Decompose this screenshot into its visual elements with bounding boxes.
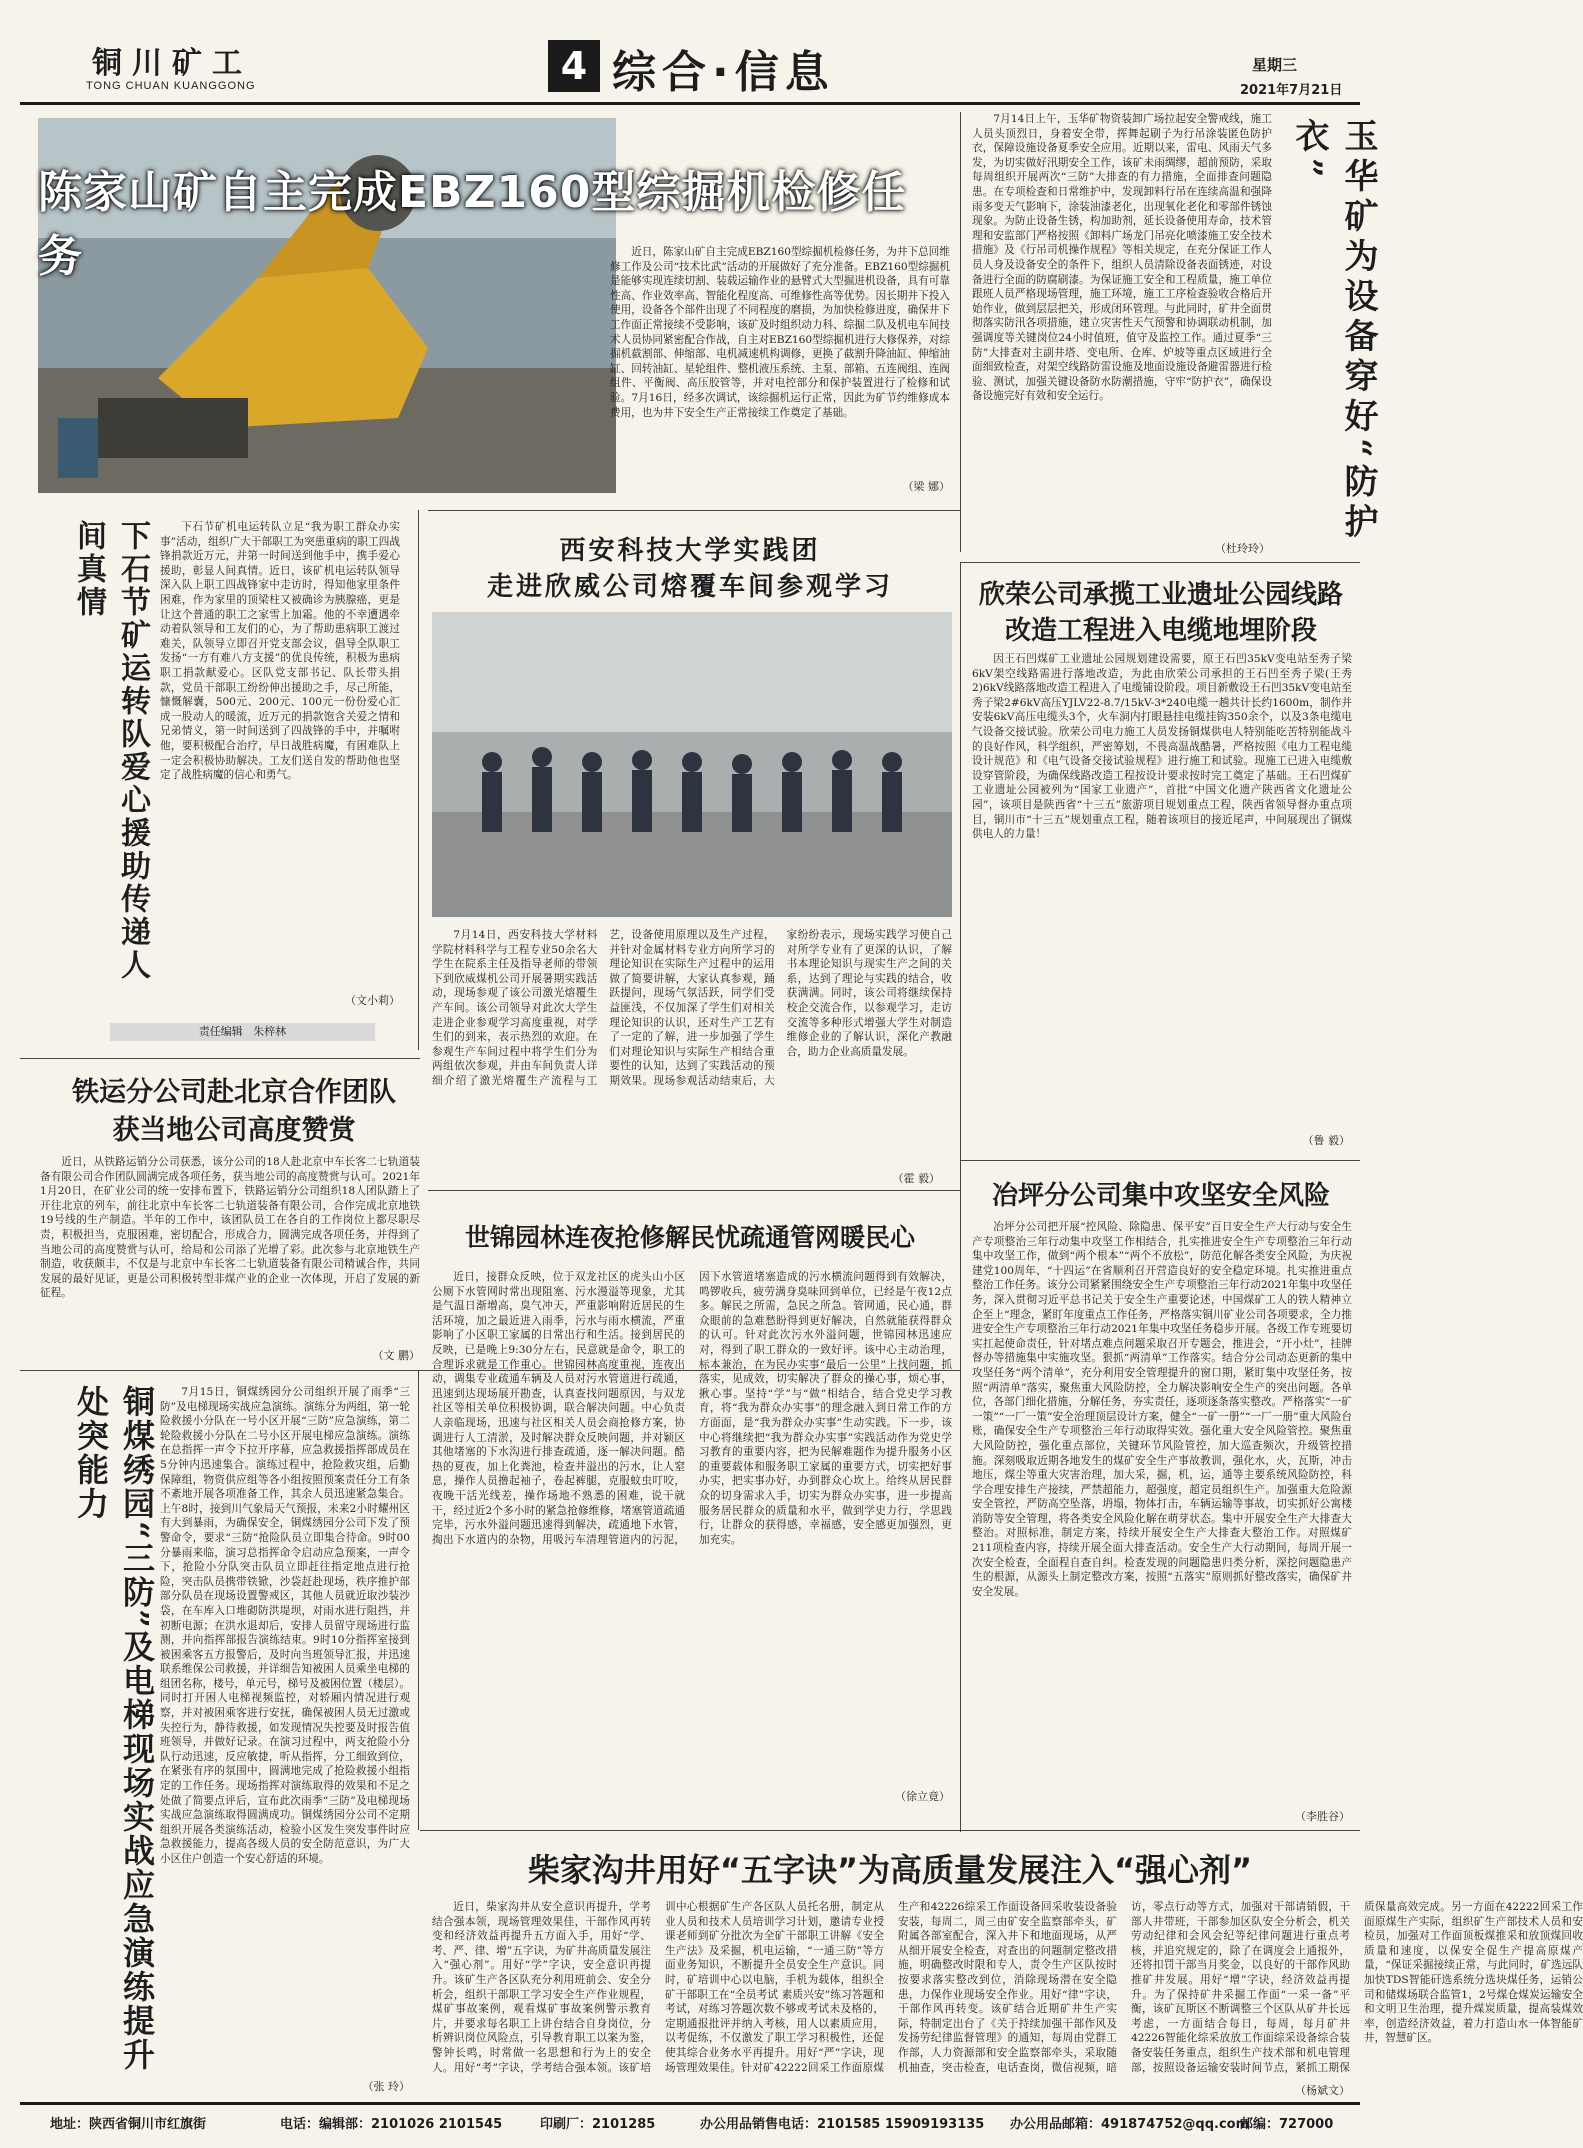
footer: [20, 2102, 1360, 2137]
article5-body: 因王石凹煤矿工业遗址公园规划建设需要，原王石凹35kV变电站至秀子梁6kV架空线路需进行落地改造，为此由欣荣公司承担的王石凹至秀子梁(王秀2)6kV线路落地改造工程进入了电缆铺设阶段。项目新敷设王石凹35kV变电站至秀子梁2#6kV高压YJLV22-8.7/15kV-3*240电缆一趟共计长约1600m，制作并安装6kV高压电缆头3个，火车洞内打眼悬挂电缆挂钩350余个，以及3条电缆电气设备交接试验。欣荣公司电力施工人员发扬铜煤供电人特别能吃苦特别能战斗的良好作风，科学组织，严密筹划，不畏高温战酷暑，严格按照《电力工程电缆设计规范》和《电气设备交接试验规程》进行施工和试验。现施工已进入电缆敷设穿管阶段，为确保线路改造工程按设计要求按时完工奠定了基础。王石凹煤矿工业遗址公园被列为“国家工业遗产”，首批“中国文化遗产陕西省文化遗址公园”，该项目是陕西省“十三五”旅游项目规划重点工程，陕西省领导督办重点项目，铜川市“十三五”规划重点工程，随着该项目的接近尾声，中间展现出了铜煤供电人的力量！: [972, 653, 1352, 841]
article9-byline: （张 玲）: [362, 2080, 410, 2093]
row-rule: [20, 1058, 420, 1059]
editor-credit: [110, 1023, 375, 1041]
article10-title: 柴家沟井用好“五字诀”为高质量发展注入“强心剂”: [527, 1851, 1253, 1889]
article4-title: 玉华矿为设备穿好“防护衣”: [1289, 118, 1378, 544]
article6-title-line2: 获当地公司高度赞赏: [112, 1115, 356, 1146]
editor-label: 责任编辑: [198, 1025, 243, 1038]
article9-title: 铜煤绣园“三防”及电梯现场实战应急演练提升处突能力: [72, 1385, 156, 2072]
article5-byline: （鲁 毅）: [1302, 1134, 1350, 1147]
article8-byline: （李胜谷）: [1295, 1810, 1350, 1823]
footer-postcode: 邮编：727000: [1240, 2117, 1334, 2132]
article10-byline: （杨斌文）: [1295, 2084, 1350, 2097]
article2-body: 下石节矿机电运转队立足“我为职工群众办实事”活动，组织广大干部职工为突患重病的职工四战锋捐款近万元，并第一时间送到他手中，携手爱心援助，彰显人间真情。近日，该矿机电运转队领导深入队上职工四战锋家中走访时，得知他家里条件困难，作为家里的顶梁柱又被确诊为胰腺癌，更是让这个普通的职工之家雪上加霜。他的不幸遭遇牵动着队领导和工友们的心，为了帮助患病职工渡过难关，队领导立即召开党支部会议，倡导全队职工发扬“一方有难八方支援”的优良传统，积极为患病职工捐款献爱心。区队党支部书记、队长带头捐款，党员干部职工纷纷伸出援助之手，尽己所能，慷慨解囊，500元、200元、100元一份份爱心汇成一股动人的暖流，近万元的捐款饱含关爱之情和兄弟情义，第一时间送到了四战锋的手中，并嘱咐他，要积极配合治疗，早日战胜病魔，有困难队上一定会积极协助解决。工友们送自发的帮助他也坚定了战胜病魔的信心和勇气。: [160, 521, 400, 782]
article3-title-line1: 西安科技大学实践团: [559, 536, 821, 566]
article8-title: 冶坪分公司集中攻坚安全风险: [991, 1181, 1330, 1211]
article1-body: 近日，陈家山矿自主完成EBZ160型综掘机检修任务，为井下总回维修工作及公司“技术比武”活动的开展做好了充分准备。EBZ160型综掘机是能够实现连续切割、装载运输作业的悬臂式大型掘进机设备，具有可靠性高、作业效率高、智能化程度高、可维修性高等优势。因长期井下投入使用，设备各个部件出现了不同程度的磨损，为加快检修进度，确保井下工作面正常接续不受影响，该矿及时组织动力科、综掘二队及机电车间技术人员协同紧密配合作战，自主对EBZ160型综掘机进行大修保养，对综掘机截割部、伸缩部、电机减速机构调修，更换了截割升降油缸、伸缩油缸、回转油缸、星轮组件、整机液压系统、主泵、部箱、五连阀组、连阀组件、平衡阀、高压胶管等，并对电控部分和保护装置进行了检修和试验。7月16日，经多次调试，该综掘机运行正常，因此为矿节约维修成本费用，也为井下安全生产正常接续工作奠定了基础。: [610, 246, 950, 419]
article6-title-line1: 铁运分公司赴北京合作团队: [72, 1077, 396, 1108]
section-title: 综合·信息: [612, 47, 835, 98]
column-divider: [960, 562, 961, 1832]
issue-date: 2021年7月21日: [1240, 83, 1343, 98]
column-divider: [960, 112, 961, 552]
article5-title-line2: 改造工程进入电缆地埋阶段: [1004, 616, 1317, 646]
row-rule: [428, 1190, 960, 1191]
row-rule: [960, 562, 1360, 563]
article7-title: 世锦园林连夜抢修解民忧疏通管网暖民心: [464, 1223, 915, 1252]
masthead-subtitle: TONG CHUAN KUANGGONG: [86, 80, 256, 92]
article6-body: 近日，从铁路运销分公司获悉，该分公司的18人赴北京中车长客二七轨道装备有限公司合作团队圆满完成各项任务，获当地公司的高度赞赏与认可。2021年1月20日，在矿业公司的统一安排布置下，铁路运销分公司组织18人团队踏上了开往北京的列车，前往北京中车长客二七轨道装备有限公司，合作完成北京地铁19号线的生产制造。半年的工作中，该团队员工在各自的工作岗位上都尽职尽责，积极担当，克服困难，密切配合，形成合力，圆满完成各项任务，并得到了当地公司的高度赞赏与认可，给局和公司添了光增了彩。此次参与北京地铁生产制造，收获颇丰，不仅是与北京中车长客二七轨道装备有限公司精诚合作，共同发展的最好见证，更是公司积极转型非煤产业的企业一次体现，开启了发展的新征程。: [40, 1156, 420, 1300]
masthead-logo: 铜川矿工: [92, 46, 252, 81]
article3-body: 7月14日，西安科技大学材料学院材料科学与工程专业50余名大学生在院系主任及指导老师的带领下到欣威煤机公司开展暑期实践活动，现场参观了该公司激光熔覆生产车间。该公司领导对此次大学生走进企业参观学习高度重视，对学生们的到来，表示热烈的欢迎。在参观生产车间过程中将学生们分为两组依次参观，并由车间负责人详细介绍了激光熔覆生产流程与工艺，设备使用原理以及生产过程，并针对金属材料专业方向所学习的理论知识在实际生产过程中的运用做了简要讲解，大家认真参观，踊跃提问，现场气氛活跃，同学们受益匪浅，不仅加深了学生们对相关理论知识的认识，还对生产工艺有了一定的了解，进一步加强了学生们对理论知识与实际生产相结合重要性的认知，达到了实践活动的预期效果。现场参观活动结束后，大家纷纷表示，现场实践学习使自己对所学专业有了更深的认识，了解书本理论知识与现实生产之间的关系，达到了理论与实践的结合，收获满满。同时，该公司将继续保持校企交流合作，以参观学习，走访交流等多种形式增强大学生对制造维修企业的了解认识，深化产教融合，助力企业高质量发展。: [432, 929, 952, 1087]
weekday: 星期三: [1252, 56, 1298, 74]
article4-body: 7月14日上午，玉华矿物资装卸广场拉起安全警戒线，施工人员头顶烈日，身着安全带，挥舞起刷子为行吊涂装匿色防护衣，保障设施设备夏季安全应用。近期以来，雷电、风雨天气多发，为切实做好汛期安全工作，该矿未雨绸缪，超前预防，采取每周组织开展两次“三防”大排查的有力措施，全面排查问题隐患。在专项检查和日常维护中，发现卸料行吊在连续高温和强降雨多变天气影响下，涂装油漆老化，出现氧化老化和零部件锈蚀现象。为防止设备生锈，构加助剂，延长设备使用寿命，技术管理和安监部门严格按照《卸料广场龙门吊亮化喷漆施工安全技术措施》及《行吊司机操作规程》等相关规定，在充分保证工作人员人身及设备安全的条件下，组织人员清除设备表面锈迹，对设备进行全面的防腐刷漆。为保证施工安全和工程质量，施工单位跟班人员严格现场管理，施工环境，施工工序检查验收合格后开始作业，做到层层把关，形成闭环管理。与此同时，矿井全面贯彻落实防汛各项措施，建立灾害性天气预警和协调联动机制，加强调度等关键岗位24小时值班，值守及监控工作。通过夏季“三防”大排查对主副井塔、变电所、仓库、炉坡等重点区域进行全面细致检查，对架空线路防雷设施及地面设施设备避雷器进行检验、测试，加强关键设备防水防潮措施，守牢“防护衣”，确保设备设施完好有效和安全运行。: [972, 113, 1272, 403]
article5-title-line1: 欣荣公司承揽工业遗址公园线路: [978, 580, 1343, 610]
article2-title: 下石节矿运转队爱心援助传递人间真情: [71, 520, 150, 982]
footer-email: 办公用品邮箱：491874752@qq.com: [1010, 2117, 1250, 2132]
editor-name: 朱梓林: [253, 1025, 287, 1038]
article7-body: 近日，接群众反映，位于双龙社区的虎头山小区公厕下水管网时常出现阻塞、污水漫溢等现象，尤其是气温日渐增高，臭气冲天，严重影响附近居民的生活环境，加之最近进入雨季，污水与雨水横流，严重影响了小区职工家属的日常出行和生活。接到居民的反映，已是晚上9:30分左右，民意就是命令，职工的合理诉求就是工作重心。世锦园林高度重视，连夜出动，调集专业疏通车辆及人员对污水管道进行疏通，迅速到达现场展开勘查，认真查找问题原因，与双龙社区等相关单位积极协调，联合解决问题。中心负责人亲临现场，迅速与社区相关人员会商抢修方案，协调进行人工清淤，及时解决群众反映问题，并对颖区其他堵塞的下水沟进行排查疏通，逐一解决问题。酷热的夏夜，加上化粪池，检查井溢出的污水，让人窒息，操作人员撸起袖子，卷起裤腿，克服蚊虫叮咬，夜晚干活光线差，操作场地不熟悉的困难，说干就干，经过近2个多小时的紧急抢修维修，堵塞管道疏通完毕，污水外溢问题迅速得到解决，疏通地下水管，掏出下水道内的杂物，用吸污车清理管道内的污泥，因下水管道堵塞造成的污水横流问题得到有效解决，鸣锣收兵，疲劳满身臭味回到单位，已经是午夜12点多。解民之所需，急民之所急。管网通，民心通，群众眼前的急难愁盼得到更好解决，自然就能获得群众的认可。针对此次污水外溢问题，世锦园林迅速应对，得到了职工群众的一致好评。该中心主动治理，标本兼治，在为民办实事“最后一公里”上找问题，抓落实，见成效，切实解决了群众的操心事，烦心事，揪心事。坚持“学”与“做”相结合，结合党史学习教育，将“我为群众办实事”的理念融入到日常工作的方方面面，是“我为群众办实事”生动实践。下一步，该中心将继续把“我为群众办实事”实践活动作为党史学习教育的重要内容，把为民解难题作为提升服务小区的重要载体和服务职工家属的重要方式，切实把好事办实，把实事办好，办到群众心坎上。给终从居民群众的切身需求入手，切实为群众办实事，进一步提高服务居民群众的质量和水平，做到学史力行，学思践行，让群众的获得感，幸福感，安全感更加强烈，更加充实。: [432, 1271, 952, 1546]
column-divider: [418, 510, 419, 1050]
column-divider: [418, 1370, 419, 1830]
article10-body: 近日，柴家沟井从安全意识再提升，学考结合强本领，现场管理效果佳，干部作风再转变和经济效益再提升五方面入手，用好“学、考、严、律、增”五字诀，为矿井高质量发展注入“强心剂”。用好“学”字诀，安全意识再提升。该矿生产各区队充分利用班前会、安全分析会，组织干部职工学习安全生产作业规程，煤矿事故案例，观看煤矿事故案例警示教育片，并要求每名职工上讲台结合自身岗位，分析辨识岗位风险点，引导教育职工以案为鉴，警钟长鸣，时常做一名思想和行为上的安全人。用好“考”字诀，学考结合强本领。该矿培训中心根据矿生产各区队人员托名册，制定从业人员和技术人员培训学习计划，邀请专业授课老师到矿分批次为全矿干部职工讲解《安全生产法》及采掘，机电运输，“一通三防”等方面业务知识，不断提升全员安全生产意识。同时，矿培训中心以电脑，手机为载体，组织全矿干部职工在“全员考试 素质兴安”练习答题和考试，对练习答题次数不够或考试未及格的，定期通报批评并纳入考核，用人以素质应用，以考促练，不仅激发了职工学习积极性，还促使其综合业务水平再提升。用好“严”字诀，现场管理效果佳。针对矿42222回采工作面原煤生产和42226综采工作面设备回采收装设备验安装，每周二，周三由矿安全监察部牵头，矿附属各部室配合，深入井下和地面现场，从严从细开展安全检查，对查出的问题制定整改措施，明确整改时限和专人，责令生产区队按时按要求落实整改到位，消除现场潜在安全隐患，力保作业现场安全作业。用好“律”字诀，干部作风再转变。该矿结合近期矿井生产实际，特制定出台了《关于持续加强干部作风及发扬劳纪律监督管理》的通知，每周由党群工作部，人力资源部和安全监察部牵头，采取随机抽查，突击检查，电话查岗，微信视频，暗访，零点行动等方式，加强对干部请销假，干部人井带班，干部参加区队安全分析会，机关劳动纪律和会风会纪等纪律问题进行重点考核，并追究规定的，除了在调度会上通报外，还将扣罚干部当月奖金，以良好的干部作风助推矿井发展。用好“增”字诀，经济效益再提升。为了保持矿井采掘工作面“一采一备”平衡，该矿瓦斯区不断调整三个区队从矿井长远考虑，一方面结合每日，每周，每月矿井42226智能化综采放放工作面综采设备综合装备安装任务重点，组织生产技术部和机电管理部，按照设备运输安装时间节点，紧抓工期保质保量高效完成。另一方面在42222回采工作面原煤生产实际，组织矿生产部技术人员和安检员，加强对工作面顶板煤推采和放顶煤回收质量和速度，以保安全促生产提高原煤产量，“保证采掘接续正常，与此同时，矿选远队加快TDS智能矸选系统分选块煤任务，运销公司和储煤场联合监管1，2号煤仓煤炭运输安全和文明卫生治理，提升煤炭质量，提高装煤效率，创造经济效益，着力打造山水一体智能矿井，智慧矿区。: [432, 1901, 1583, 2074]
article1-title: 陈家山矿自主完成EBZ160型综掘机检修任务: [38, 167, 907, 282]
article8-body: 冶坪分公司把开展“控风险、除隐患、保平安”百日安全生产大行动与安全生产专项整治三年行动集中攻坚工作相结合，扎实推进安全生产专项整治三年行动集中攻坚工作，做到“两个根本”“两个不放松”，防范化解各类安全风险，为庆祝建党100周年、“十四运”在省顺利召开营造良好的安全稳定环境。扎实推进重点整治工作任务。该分公司紧紧围绕安全生产专项整治三年行动2021年集中攻坚任务，深入贯彻习近平总书记关于安全生产重要论述，中国煤矿工人的铁人精神立企至上“理念，紧盯年度重点工作任务，严格落实铜川矿业公司各项要求，全力推进安全生产专项整治三年行动2021年集中攻坚任务稳步开展。各级工作专班要切实扛起使命责任，针对堵点难点问题采取召开专题会，推进会，“开小灶”，挂牌督办等措施集中实施攻坚。狠抓“两清单”工作落实。结合分公司动态更新的集中攻坚任务“两个清单”，充分利用安全管理提升的窗口期，紧盯集中攻坚任务，按照“两清单”落实，聚焦重大风险防控，全力解决影响安全生产的突出问题。各单位，各部门细化措施，分解任务，夯实责任，逐项逐条落实整改。严格落实“一矿一策”“一厂一策”安全治理顶层设计方案，健全“一矿一册”“一厂一册”重大风险台账，确保安全生产专项整治三年行动取得实效。强化重大安全风险管控。聚焦重大风险防控，强化重点部位，关键环节风险管控，加大巡查频次，升级管控措施。深刻吸取近期各地发生的煤矿安全生产事故教训，强化水，火，瓦斯，冲击地压，煤尘等重大灾害治理，加大采，掘，机，运，通等主要系统风险防控，科学合理安排生产接续，严禁超能力，超强度，超定员组织生产。加强重大危险源安全管控，严防高空坠落，坍塌，物体打击，车辆运输等事故，切实抓好公寓楼消防等安全管理，将各类安全风险化解在萌芽状态。集中开展安全生产大排查大整治。对照标准，制定方案，持续开展安全生产大排查大整治工作。对照煤矿211项检查内容，持续开展全面大排查活动。安全生产大行动期间，每周开展一次安全检查，全面程自查自纠。检查发现的问题隐患归类分析，深挖问题隐患产生的根源，从源头上制定整改方案，按照“五落实”原则抓好整改落实，确保矿井安全发展。: [972, 1221, 1352, 1598]
article4-byline: （杜玲玲）: [1215, 542, 1270, 555]
article1-byline: （梁 娜）: [902, 480, 950, 493]
article2-byline: （文小莉）: [345, 994, 400, 1007]
article6-byline: （文 鹏）: [372, 1349, 420, 1362]
footer-phone: 电话：编辑部：2101026 2101545: [280, 2117, 503, 2132]
footer-print: 印刷厂：2101285: [540, 2117, 656, 2132]
footer-address: 地址：陕西省铜川市红旗街: [50, 2117, 207, 2132]
article9-body: 7月15日，铜煤绣园分公司组织开展了雨季“三防”及电梯现场实战应急演练。演练分为两组，第一轮险救援小分队在一号小区开展“三防”应急演练，第二轮险救援小分队在二号小区开展电梯应急演练。演练在总指挥一声令下拉开序幕，应急救援指挥部成员在5分钟内迅速集合。演练过程中，抢险救灾组，后勤保障组，物资供应组等各小组按照预案责任分工有条不紊地开展各项准备工作，其余人员迅速紧急集合。上午8时，接到川气象局天气预报，未来2小时耀州区有大到暴雨，为确保安全，铜煤绣园分公司下发了预警命令，要求“三防”抢险队员立即集合待命。9时00分暴雨来临，演习总指挥命令启动应急预案，一声令下，抢险小分队突击队员立即赶往指定地点进行抢险，突击队员携带铁锨，沙袋赶赴现场，秩序推护部部分队员在现场设置警戒区，其他人员就近取沙装沙袋，在车库入口堆砌防洪堤坝，对雨水进行阻挡，并初断电源；在洪水退却后，安排人员留守现场进行监测，并向指挥部报告演练结束。9时10分指挥室接到被困乘客五方报警后，及时向当班领导汇报，并迅速联系维保公司救援，并详细告知被困人员乘坐电梯的组团名称，楼号，单元号，梯号及被困位置（楼层）。同时打开困人电梯视频监控，对轿厢内情况进行观察，并对被困乘客进行安抚，确保被困人员无过激或失控行为，静待救援，如发现情况失控要及时报告值班领导，并做好记录。在演习过程中，两支抢险小分队行动迅速，反应敏捷，听从指挥，分工细致到位，在紧张有序的氛围中，圆满地完成了抢险救援小组指定的工作任务。现场指挥对演练取得的效果和不足之处做了简要点评后，宣布此次雨季“三防”及电梯现场实战应急演练取得圆满成功。铜煤绣园分公司不定期组织开展各类演练活动，检验小区发生突发事件时应急救援能力，提高各级人员的安全防范意识，为广大小区住户创造一个安心舒适的环境。: [160, 1386, 410, 1865]
row-rule: [428, 510, 960, 511]
row-rule: [960, 1160, 1360, 1161]
footer-sales: 办公用品销售电话：2101585 15909193135: [700, 2117, 985, 2132]
students-photo: [432, 612, 952, 917]
row-rule: [420, 1830, 1360, 1831]
page-number: 4: [548, 40, 600, 92]
article7-byline: （徐立竟）: [895, 1790, 950, 1803]
masthead-rule: [20, 102, 1360, 105]
article3-byline: （霍 毅）: [892, 1172, 940, 1185]
article3-title-line2: 走进欣威公司熔覆车间参观学习: [486, 572, 893, 602]
